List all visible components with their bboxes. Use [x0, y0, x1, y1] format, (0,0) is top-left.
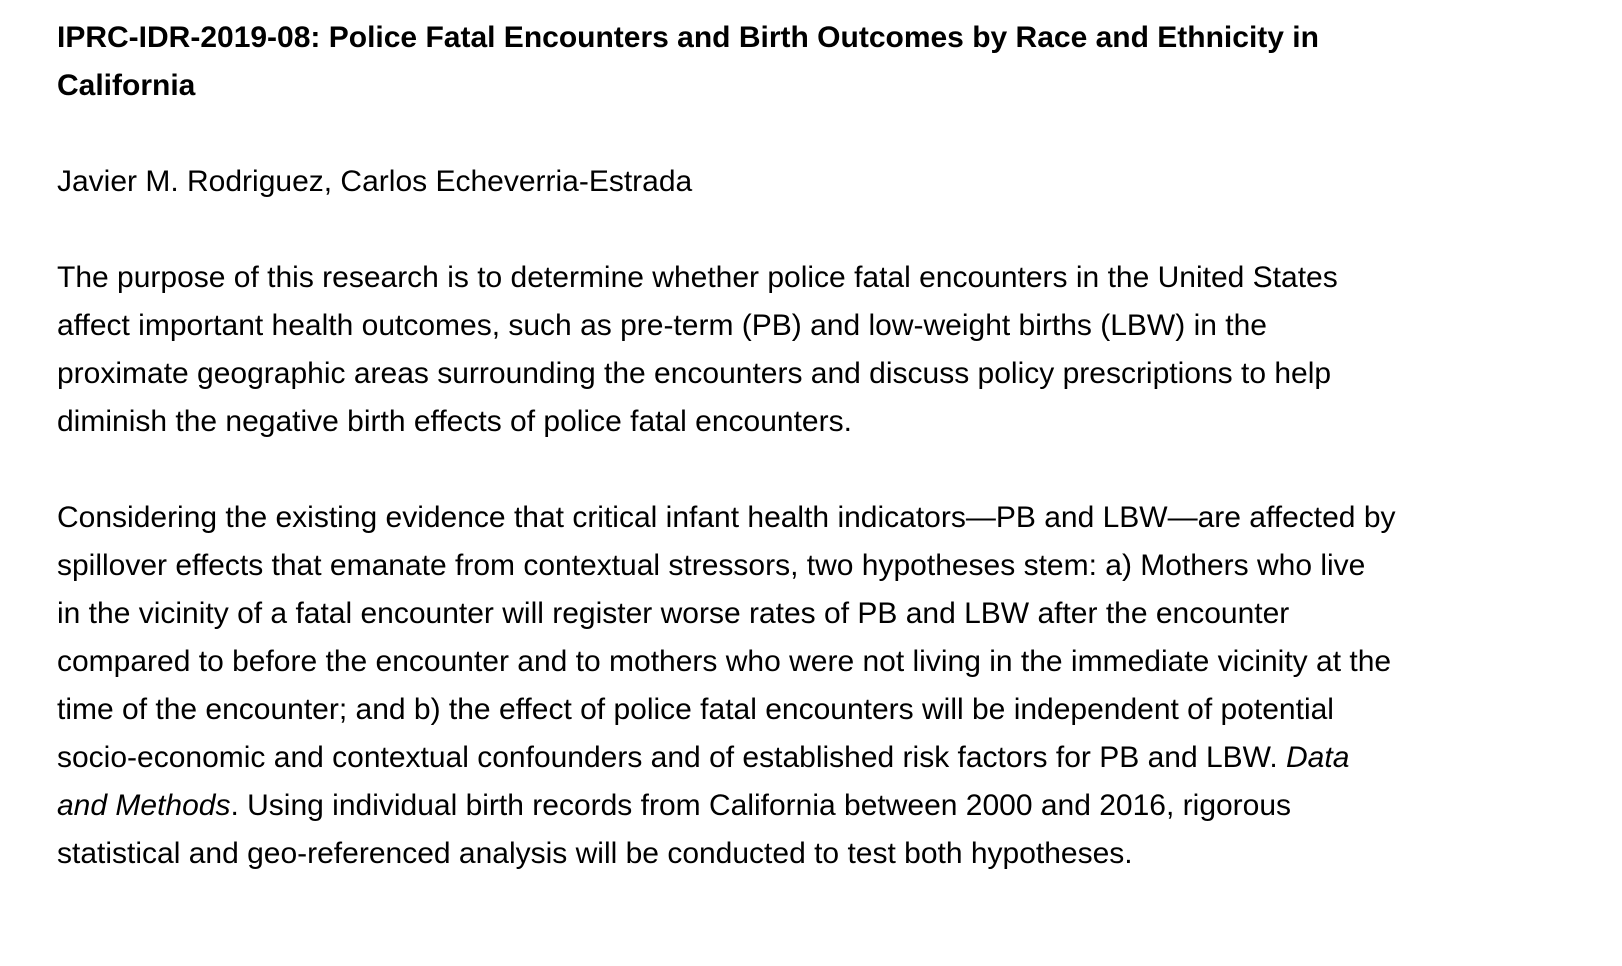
purpose-paragraph: The purpose of this research is to determine whether police fatal encounters in the United States affect important health outcomes, such as pre-term (PB) and low-weight births (LBW) in the proximate geographic areas surrounding the encounters and discuss policy prescriptions to help diminish the negative birth effects of police fatal encounters. — [57, 261, 1338, 438]
data-methods-heading: Data and Methods — [57, 741, 1350, 822]
hypotheses-text: Considering the existing evidence that critical infant health indicators—PB and LBW—are affected by spillover effects that emanate from contextual stressors, two hypotheses stem: a) Mothers who live in the vicinity of a fatal encounter will register worse rates of PB and LBW after the encounter compared to before the encounter and to mothers who were not living in the immediate vicinity at the time of the encounter; and b) the effect of police fatal encounters will be independent of potential socio-economic and contextual confounders and of established risk factors for PB and LBW. — [57, 501, 1396, 774]
methods-text: . Using individual birth records from California between 2000 and 2016, rigorous statistical and geo-referenced analysis will be conducted to test both hypotheses. — [57, 789, 1292, 870]
document-body — [57, 14, 1397, 878]
document-authors: Javier M. Rodriguez, Carlos Echeverria-Estrada — [57, 165, 693, 198]
hypotheses-paragraph — [57, 494, 1397, 878]
document-title: IPRC-IDR-2019-08: Police Fatal Encounters and Birth Outcomes by Race and Ethnicity in California — [57, 21, 1319, 102]
